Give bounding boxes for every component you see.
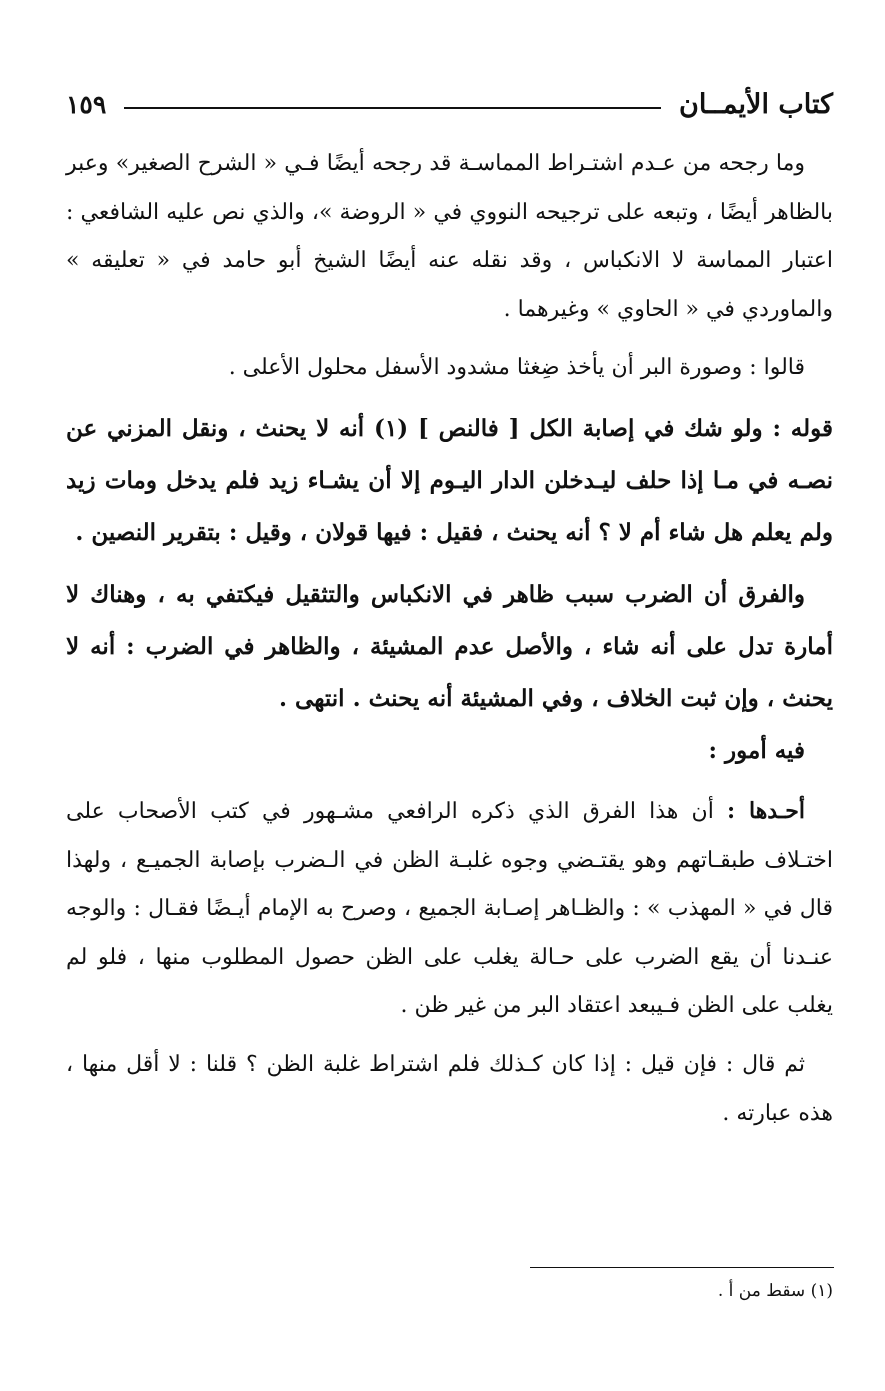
page-header: [66, 82, 833, 126]
footnote-separator: [530, 1267, 834, 1268]
footnote: (١) سقط من أ .: [717, 1281, 833, 1301]
paragraph-7: ثم قال : فإن قيل : إذا كان كـذلك فلم اشتراط غلبة الظن ؟ قلنا : لا أقل منها ، هذه عبارته .: [66, 1051, 833, 1126]
section-heading: فيه أمور :: [708, 736, 805, 764]
paragraph-first-item: [66, 787, 833, 1031]
paragraph-1: وما رجحه من عـدم اشتـراط المماسـة قد رجحه أيضًا فـي « الشرح الصغير» وعبر بالظاهر أيضًا ، وتبعه على ترجيحه النووي في « الروضة »، والذي نص عليه الشافعي : اعتبار المماسة لا الانكباس ، وقد نقله عنه أيضًا الشيخ أبو حامد في « تعليقه » والماوردي في « الحاوي » وغيرهما .: [66, 151, 833, 322]
first-item-text: أن هذا الفرق الذي ذكره الرافعي مشـهور في كتب الأصحاب على اختـلاف طبقـاتهم وهو يقتـضي وجوه غلبـة الظن في الـضرب بإصابة الجميـع ، ولهذا قال في « المهذب » : والظـاهر إصـابة الجميع ، وصرح به الإمام أيـضًا فقـال : والوجه عنـدنا أن يقع الضرب على حـالة يغلب على الظن حصول المطلوب منها ، فلو لم يغلب على الظن فـيبعد اعتقاد البر من غير ظن .: [66, 798, 833, 1019]
first-item-label: أحـدها :: [727, 797, 805, 824]
header-rule: [124, 107, 661, 109]
running-title: كتاب الأيمــان: [679, 88, 833, 120]
paragraph-4-quote: والفرق أن الضرب سبب ظاهر في الانكباس والتثقيل فيكتفي به ، وهناك لا أمارة تدل على أنه شاء ، والأصل عدم المشيئة ، والظاهر في الضرب : أنه لا يحنث ، وإن ثبت الخلاف ، وفي المشيئة أنه يحنث . انتهى .: [66, 580, 833, 712]
page-number: ١٥٩: [66, 89, 107, 119]
paragraph-3-quote: قوله : ولو شك في إصابة الكل [ فالنص ] (١) أنه لا يحنث ، ونقل المزني عن نصـه في مـا إذا حلف ليـدخلن الدار اليـوم إلا أن يشـاء زيد فلم يدخل ومات زيد ولم يعلم هل شاء أم لا ؟ أنه يحنث ، فقيل : فيها قولان ، وقيل : بتقرير النصين .: [66, 414, 833, 546]
main-text: [66, 140, 833, 1138]
paragraph-2: قالوا : وصورة البر أن يأخذ ضِغثا مشدود الأسفل محلول الأعلى .: [228, 355, 805, 381]
